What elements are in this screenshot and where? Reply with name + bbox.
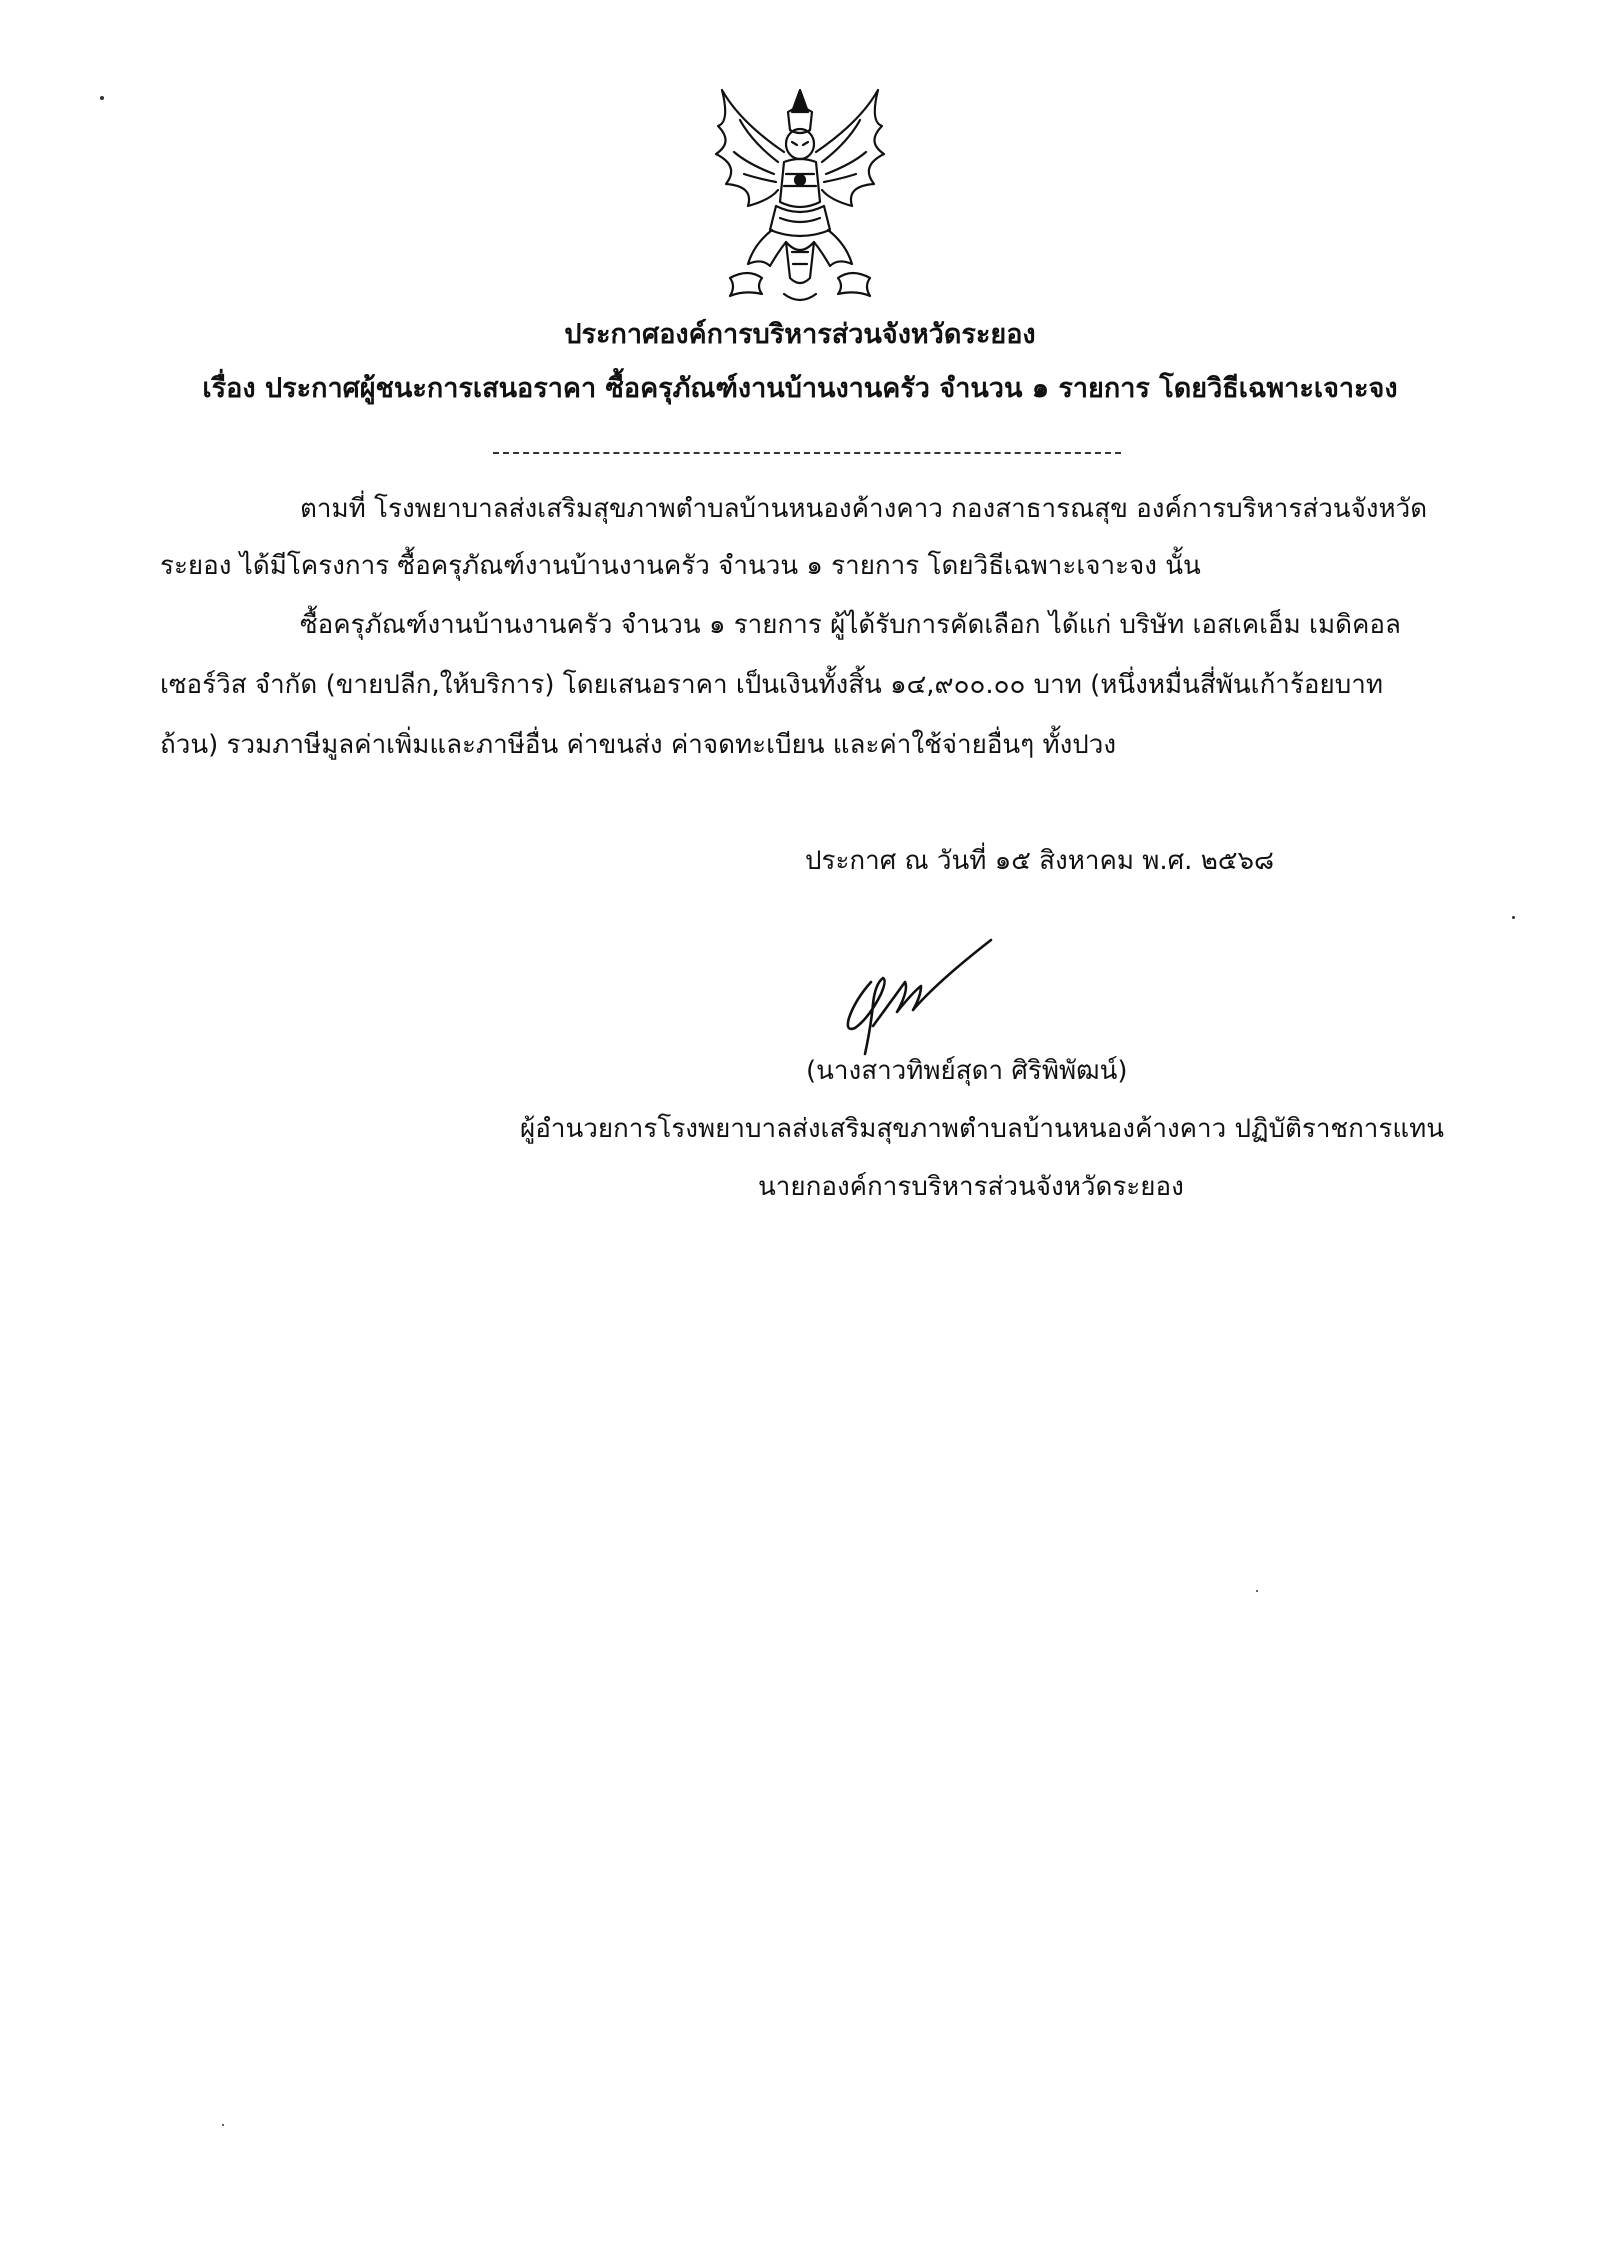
- title-divider: [493, 452, 1121, 454]
- paragraph-2-line-3: ถ้วน) รวมภาษีมูลค่าเพิ่มและภาษีอื่น ค่าขนส่ง ค่าจดทะเบียน และค่าใช้จ่ายอื่นๆ ทั้งปวง: [160, 730, 1117, 760]
- subject-title: เรื่อง ประกาศผู้ชนะการเสนอราคา ซื้อครุภัณฑ์งานบ้านงานครัว จำนวน ๑ รายการ โดยวิธีเฉพาะเจาะจง: [202, 373, 1398, 404]
- garuda-emblem-icon: [700, 82, 900, 312]
- handwritten-signature-icon: [825, 930, 1005, 1065]
- scan-speck: [222, 2124, 224, 2126]
- scan-speck: [1512, 916, 1515, 919]
- paragraph-2-line-1: ซื้อครุภัณฑ์งานบ้านงานครัว จำนวน ๑ รายการ ผู้ได้รับการคัดเลือก ได้แก่ บริษัท เอสเคเอ็ม เมดิคอล: [300, 610, 1401, 640]
- scan-speck: [100, 96, 104, 100]
- paragraph-1-line-2: ระยอง ได้มีโครงการ ซื้อครุภัณฑ์งานบ้านงานครัว จำนวน ๑ รายการ โดยวิธีเฉพาะเจาะจง นั้น: [160, 551, 1201, 581]
- signer-organization: นายกองค์การบริหารส่วนจังหวัดระยอง: [758, 1172, 1184, 1202]
- scan-speck: [1256, 1590, 1258, 1592]
- paragraph-2-line-2: เซอร์วิส จำกัด (ขายปลีก,ให้บริการ) โดยเสนอราคา เป็นเงินทั้งสิ้น ๑๔,๙๐๐.๐๐ บาท (หนึ่งหมื่นสี่พันเก้าร้อยบาท: [160, 670, 1383, 700]
- signer-position: ผู้อำนวยการโรงพยาบาลส่งเสริมสุขภาพตำบลบ้านหนองค้างคาว ปฏิบัติราชการแทน: [520, 1114, 1445, 1144]
- org-title: ประกาศองค์การบริหารส่วนจังหวัดระยอง: [564, 319, 1036, 350]
- announcement-date: ประกาศ ณ วันที่ ๑๕ สิงหาคม พ.ศ. ๒๕๖๘: [805, 846, 1275, 876]
- signer-name: (นางสาวทิพย์สุดา ศิริพิพัฒน์): [806, 1056, 1128, 1086]
- paragraph-1-line-1: ตามที่ โรงพยาบาลส่งเสริมสุขภาพตำบลบ้านหนองค้างคาว กองสาธารณสุข องค์การบริหารส่วนจังหวัด: [300, 494, 1428, 524]
